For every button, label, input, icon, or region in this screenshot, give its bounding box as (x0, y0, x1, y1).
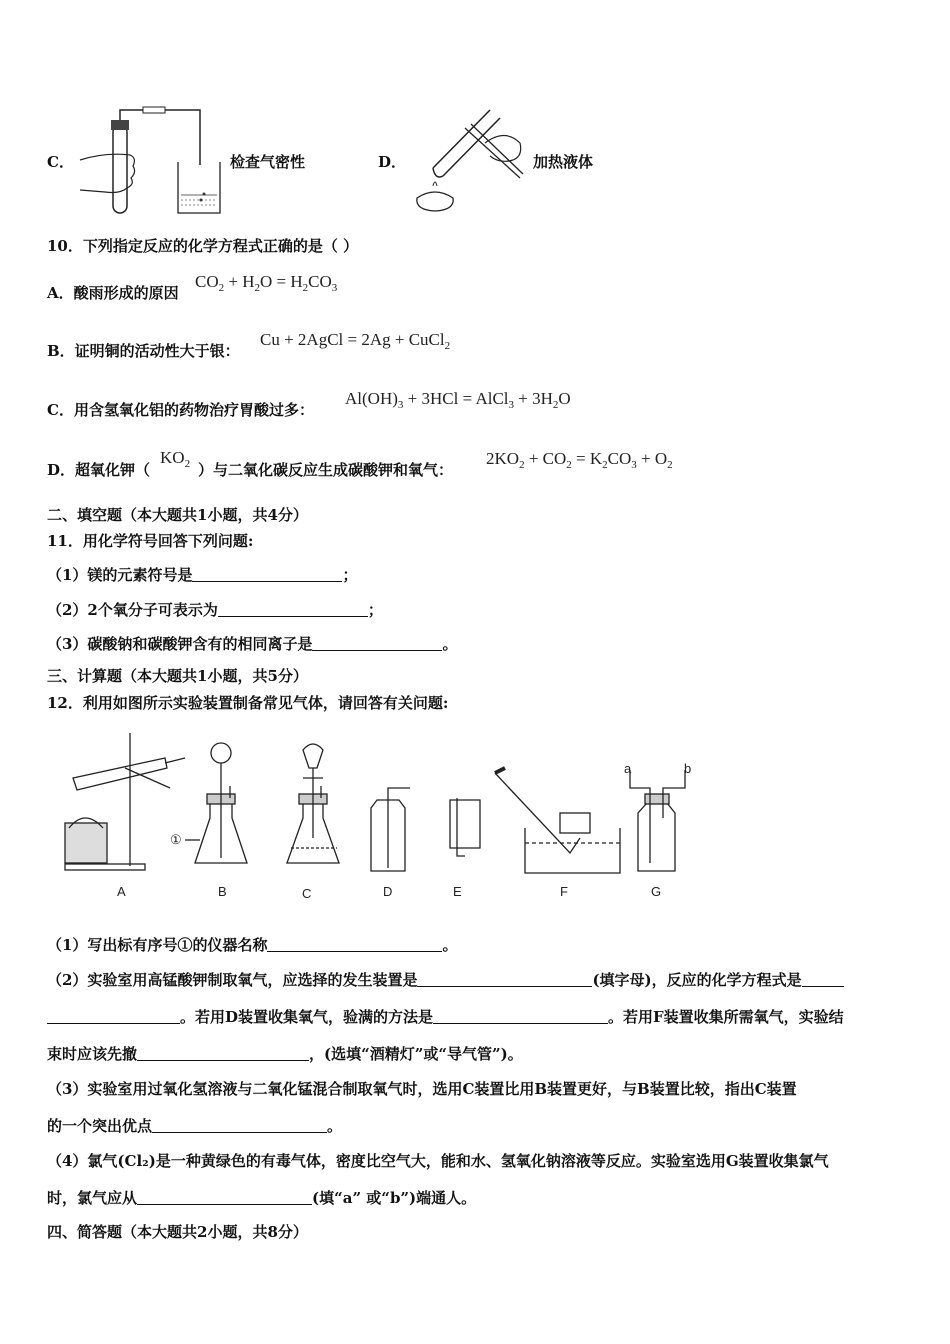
figure-label-d: D (383, 884, 393, 899)
q12-part4-line2: 时，氯气应从 (填“a” 或“b”)端通人。 (47, 1189, 477, 1207)
answer-blank[interactable] (152, 1117, 327, 1133)
q12-part2-line2: 。若用D装置收集氧气，验满的方法是 。若用F装置收集所需氧气，实验结 (47, 1007, 844, 1027)
q10-option-a: A．酸雨形成的原因 (47, 284, 179, 302)
answer-blank[interactable] (218, 601, 368, 617)
figure-label-e: E (453, 884, 462, 899)
equation-d: $2KO_2 + CO_2 = K_2CO_3 + O_2$ (486, 449, 673, 471)
q12-part1: （1）写出标有序号①的仪器名称 。 (47, 936, 458, 954)
section-2-title: 二、填空题（本大题共1小题，共4分） (47, 506, 308, 524)
equation-a: $CO_2 + H_2O = H_2CO_3$ (195, 272, 338, 294)
q12-stem: 12．利用如图所示实验装置制备常见气体，请回答有关问题: (47, 694, 449, 712)
answer-blank[interactable] (267, 936, 442, 952)
q12-part3-line1: （3）实验室用过氧化氢溶液与二氧化锰混合制取氧气时，选用C装置比用B装置更好，与B装置比较，指出C装置 (47, 1080, 797, 1098)
q12-part4-line1: （4）氯气(Cl₂)是一种黄绿色的有毒气体，密度比空气大，能和水、氢氧化钠溶液等反应。实验室选用G装置收集氯气 (47, 1152, 829, 1170)
option-d-letter: D． (378, 153, 407, 171)
q11-part3: （3）碳酸钠和碳酸钾含有的相同离子是 。 (47, 635, 458, 653)
answer-blank[interactable] (312, 635, 442, 651)
q12-part2-line1: （2）实验室用高锰酸钾制取氧气，应选择的发生装置是 (填字母)，反应的化学方程式是 (47, 970, 844, 990)
figure-label-b: B (218, 884, 227, 899)
q12-part3-line2: 的一个突出优点 。 (47, 1117, 343, 1135)
section-3-title: 三、计算题（本大题共1小题，共5分） (47, 667, 308, 685)
answer-blank[interactable] (137, 1189, 312, 1205)
q11-part1: （1）镁的元素符号是 ； (47, 566, 358, 584)
answer-blank[interactable] (417, 971, 592, 987)
q11-stem: 11．用化学符号回答下列问题: (47, 532, 254, 550)
figure-label-f: F (560, 884, 568, 899)
port-a-label: a (624, 761, 632, 776)
figure-label-c: C (302, 886, 312, 901)
airtightness-check-figure (75, 100, 235, 218)
figure-marker-1: ① (170, 832, 182, 847)
answer-blank[interactable] (47, 1008, 180, 1024)
equation-c: $Al(OH)_3 + 3HCl$ = AlCl$_3$ + $3H_2O$ (345, 389, 571, 411)
equation-b: Cu + 2AgCl = 2Ag + CuCl$_2$ (260, 330, 451, 352)
answer-blank[interactable] (802, 971, 844, 987)
option-d-caption: 加热液体 (533, 153, 594, 171)
q10-option-c: C．用含氢氧化铝的药物治疗胃酸过多： (47, 401, 314, 419)
q10-stem: 10．下列指定反应的化学方程式正确的是（ ） (47, 237, 359, 255)
q10-option-b: B．证明铜的活动性大于银： (47, 342, 240, 360)
q11-part2: （2）2个氧分子可表示为 ； (47, 601, 383, 619)
port-b-label: b (684, 761, 692, 776)
figure-label-g: G (651, 884, 662, 899)
figure-label-a: A (117, 884, 126, 899)
q12-part2-line3: 束时应该先撤 ，(选填“酒精灯”或“导气管”)。 (47, 1045, 523, 1063)
option-c-letter: C． (47, 153, 74, 171)
q10-option-d-before: D．超氧化钾（ (47, 461, 151, 479)
q10-option-d-after: ）与二氧化碳反应生成碳酸钾和氧气： (198, 461, 454, 479)
answer-blank[interactable] (137, 1045, 309, 1061)
answer-blank[interactable] (192, 566, 342, 582)
answer-blank[interactable] (433, 1008, 608, 1024)
ko2-formula: $KO_2$ (160, 448, 191, 470)
heating-liquid-figure (405, 98, 530, 216)
option-c-caption: 检查气密性 (230, 153, 306, 171)
apparatus-figure (55, 728, 705, 906)
section-4-title: 四、简答题（本大题共2小题，共8分） (47, 1223, 308, 1241)
